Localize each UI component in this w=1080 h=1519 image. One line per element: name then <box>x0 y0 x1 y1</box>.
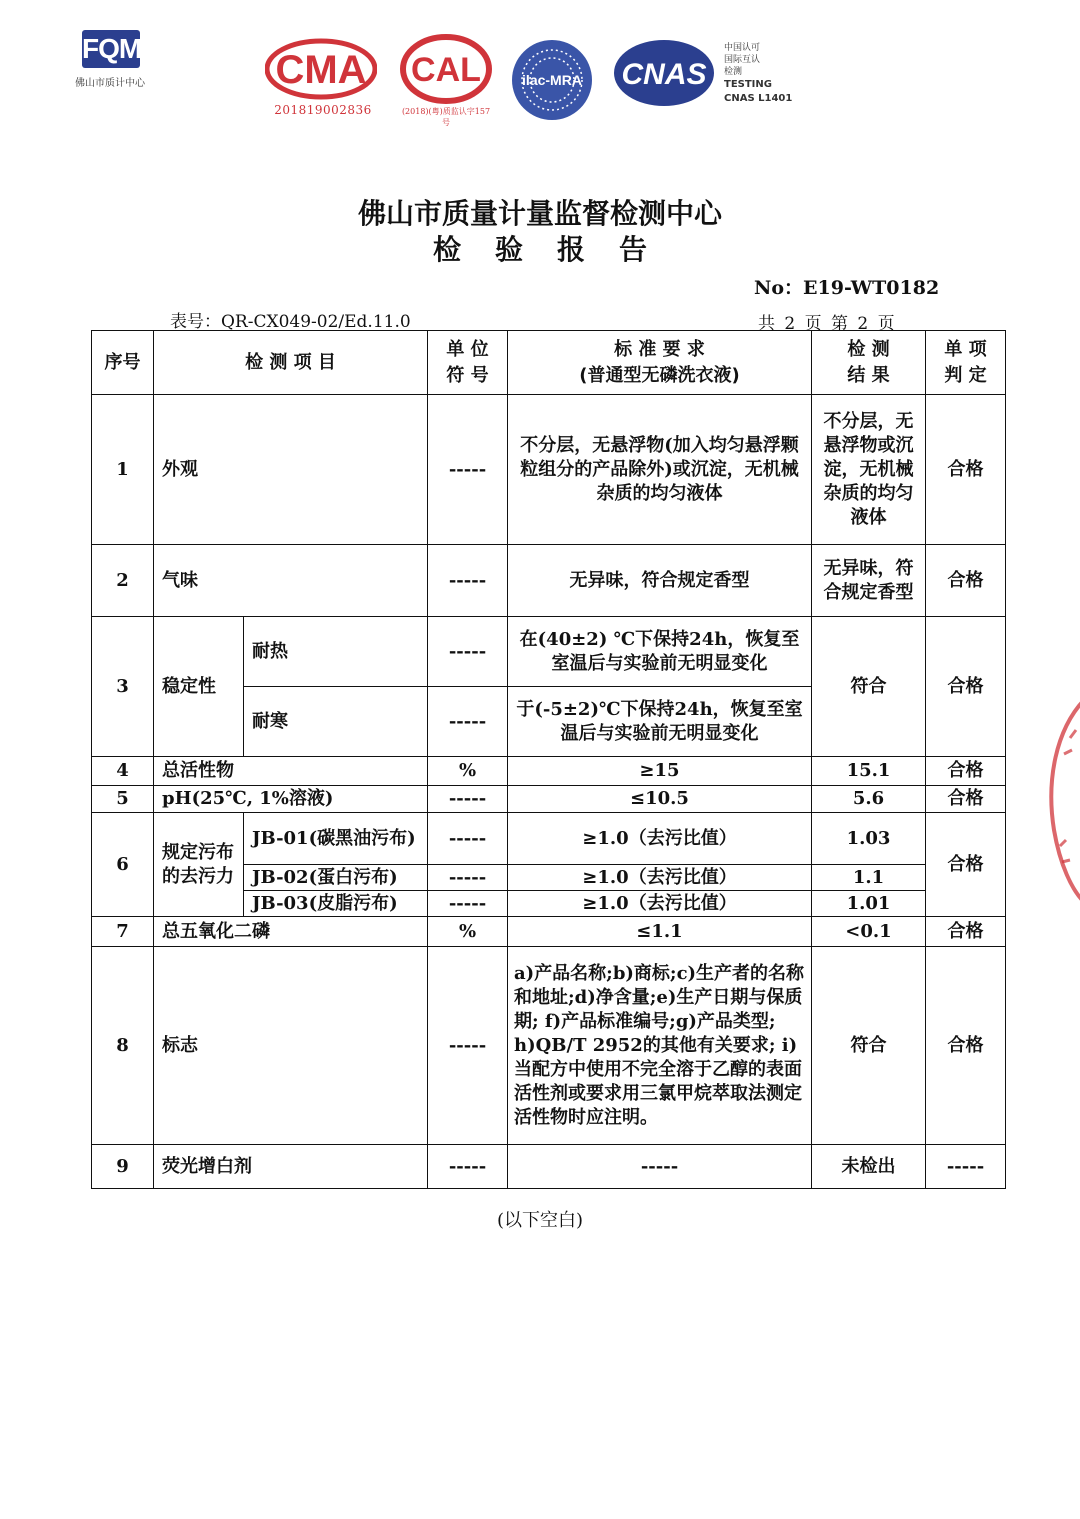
row-item: 总五氧化二磷 <box>154 917 428 947</box>
cnas-side-text <box>724 42 792 106</box>
row-requirement: ≤1.1 <box>508 917 812 947</box>
row-result: 1.1 <box>812 865 926 891</box>
row-requirement: 无异味，符合规定香型 <box>508 545 812 617</box>
row-result: 1.01 <box>812 891 926 917</box>
row-unit: ----- <box>428 813 508 865</box>
row-requirement: ≤10.5 <box>508 786 812 813</box>
row-unit: ----- <box>428 786 508 813</box>
row-judgement: 合格 <box>926 757 1006 786</box>
col-unit-line: 单 位 <box>446 338 489 360</box>
row-judgement: 合格 <box>926 786 1006 813</box>
cnas-side-line: 中国认可 <box>724 43 761 53</box>
table-row <box>92 947 1006 1145</box>
col-req-line: 标 准 要 求 <box>614 338 705 360</box>
row-subitem: JB-02(蛋白污布) <box>244 865 428 891</box>
row-unit: % <box>428 917 508 947</box>
table-row <box>92 545 1006 617</box>
row-item: 稳定性 <box>154 617 244 757</box>
report-number: No：E19-WT0182 <box>754 277 940 299</box>
row-number: 6 <box>92 813 154 917</box>
col-item: 检 测 项 目 <box>154 331 428 395</box>
table-row <box>92 395 1006 545</box>
table-row <box>92 917 1006 947</box>
fqm-subtitle: 佛山市质计中心 <box>75 78 145 89</box>
row-unit: % <box>428 757 508 786</box>
row-number: 7 <box>92 917 154 947</box>
row-subitem: 耐热 <box>244 617 428 687</box>
blank-below-note: (以下空白) <box>496 1210 584 1231</box>
row-requirement: 于(-5±2)℃下保持24h，恢复至室温后与实验前无明显变化 <box>508 687 812 757</box>
row-unit: ----- <box>428 687 508 757</box>
row-number: 2 <box>92 545 154 617</box>
row-number: 5 <box>92 786 154 813</box>
row-result: 未检出 <box>812 1145 926 1189</box>
row-result: 15.1 <box>812 757 926 786</box>
table-row <box>92 786 1006 813</box>
organization-title: 佛山市质量计量监督检测中心 <box>357 197 722 230</box>
row-result: <0.1 <box>812 917 926 947</box>
cnas-side-line: 检测 <box>724 67 743 77</box>
col-requirement <box>508 331 812 395</box>
row-item: 总活性物 <box>154 757 428 786</box>
row-requirement: 不分层，无悬浮物(加入均匀悬浮颗粒组分的产品除外)或沉淀，无机械杂质的均匀液体 <box>508 395 812 545</box>
row-unit: ----- <box>428 947 508 1145</box>
row-judgement: 合格 <box>926 395 1006 545</box>
row-judgement: 合格 <box>926 917 1006 947</box>
row-result: 5.6 <box>812 786 926 813</box>
ilac-logo-text: ilac-MRA <box>522 72 582 88</box>
row-subitem: JB-03(皮脂污布) <box>244 891 428 917</box>
col-unit <box>428 331 508 395</box>
row-subitem: JB-01(碳黑油污布) <box>244 813 428 865</box>
row-result: 无异味，符合规定香型 <box>812 545 926 617</box>
row-item: pH(25℃, 1%溶液) <box>154 786 428 813</box>
cnas-side-line: TESTING <box>724 79 772 90</box>
cma-logo <box>265 38 377 100</box>
fqm-logo: FQM <box>82 30 140 68</box>
cnas-side-line: 国际互认 <box>724 55 761 65</box>
ilac-mra-logo <box>510 38 594 122</box>
row-unit: ----- <box>428 617 508 687</box>
row-result: 符合 <box>812 947 926 1145</box>
row-unit: ----- <box>428 891 508 917</box>
table-row <box>92 813 1006 865</box>
row-result: 不分层，无悬浮物或沉淀，无机械杂质的均匀液体 <box>812 395 926 545</box>
table-header-row <box>92 331 1006 395</box>
cma-logo-text: CMA <box>275 48 367 92</box>
cal-logo <box>400 34 492 104</box>
row-result: 符合 <box>812 617 926 757</box>
col-judge-line: 判 定 <box>944 364 987 386</box>
cal-number: (2018)(粤)质监认字157号 <box>401 107 491 127</box>
row-number: 3 <box>92 617 154 757</box>
row-requirement: a)产品名称;b)商标;c)生产者的名称和地址;d)净含量;e)生产日期与保质期; f)产品标准编号;g)产品类型; h)QB/T 2952的其他有关要求; i)当配方中使用不完全溶于乙醇的表面活性剂或要求用三氯甲烷萃取法测定活性物时应注明。 <box>508 947 812 1145</box>
row-judgement: ----- <box>926 1145 1006 1189</box>
col-result-line: 检 测 <box>847 338 890 360</box>
row-item: 标志 <box>154 947 428 1145</box>
col-unit-line: 符 号 <box>446 364 489 386</box>
cal-logo-text: CAL <box>411 51 481 89</box>
row-unit: ----- <box>428 395 508 545</box>
results-table <box>91 330 1006 1189</box>
cnas-logo-text: CNAS <box>621 58 707 91</box>
col-judge <box>926 331 1006 395</box>
table-row <box>92 1145 1006 1189</box>
row-unit: ----- <box>428 865 508 891</box>
row-judgement: 合格 <box>926 947 1006 1145</box>
row-requirement: ≥1.0（去污比值） <box>508 865 812 891</box>
col-req-line: (普通型无磷洗衣液) <box>579 364 740 386</box>
row-item: 荧光增白剂 <box>154 1145 428 1189</box>
row-unit: ----- <box>428 1145 508 1189</box>
row-requirement: ≥1.0（去污比值） <box>508 813 812 865</box>
row-subitem: 耐寒 <box>244 687 428 757</box>
report-title: 检验报告 <box>432 233 681 266</box>
row-number: 9 <box>92 1145 154 1189</box>
row-item: 外观 <box>154 395 428 545</box>
row-item: 气味 <box>154 545 428 617</box>
col-result <box>812 331 926 395</box>
row-requirement: ≥1.0（去污比值） <box>508 891 812 917</box>
cnas-side-line: CNAS L1401 <box>724 93 793 104</box>
row-result: 1.03 <box>812 813 926 865</box>
row-judgement: 合格 <box>926 617 1006 757</box>
col-result-line: 结 果 <box>847 364 890 386</box>
col-seq: 序号 <box>92 331 154 395</box>
page-info: 共 2 页 第 2 页 <box>758 314 895 334</box>
row-judgement: 合格 <box>926 813 1006 917</box>
row-number: 4 <box>92 757 154 786</box>
row-number: 1 <box>92 395 154 545</box>
cma-number: 201819002836 <box>274 103 372 117</box>
cnas-logo <box>612 38 716 108</box>
table-row <box>92 757 1006 786</box>
row-requirement: ≥15 <box>508 757 812 786</box>
col-judge-line: 单 项 <box>944 338 987 360</box>
form-number: 表号：QR-CX049-02/Ed.11.0 <box>170 312 411 332</box>
table-row <box>92 617 1006 687</box>
row-item: 规定污布的去污力 <box>154 813 244 917</box>
row-unit: ----- <box>428 545 508 617</box>
seal-stamp-mark <box>1036 690 1080 910</box>
row-requirement: 在(40±2) ℃下保持24h，恢复至室温后与实验前无明显变化 <box>508 617 812 687</box>
row-number: 8 <box>92 947 154 1145</box>
row-judgement: 合格 <box>926 545 1006 617</box>
row-requirement: ----- <box>508 1145 812 1189</box>
